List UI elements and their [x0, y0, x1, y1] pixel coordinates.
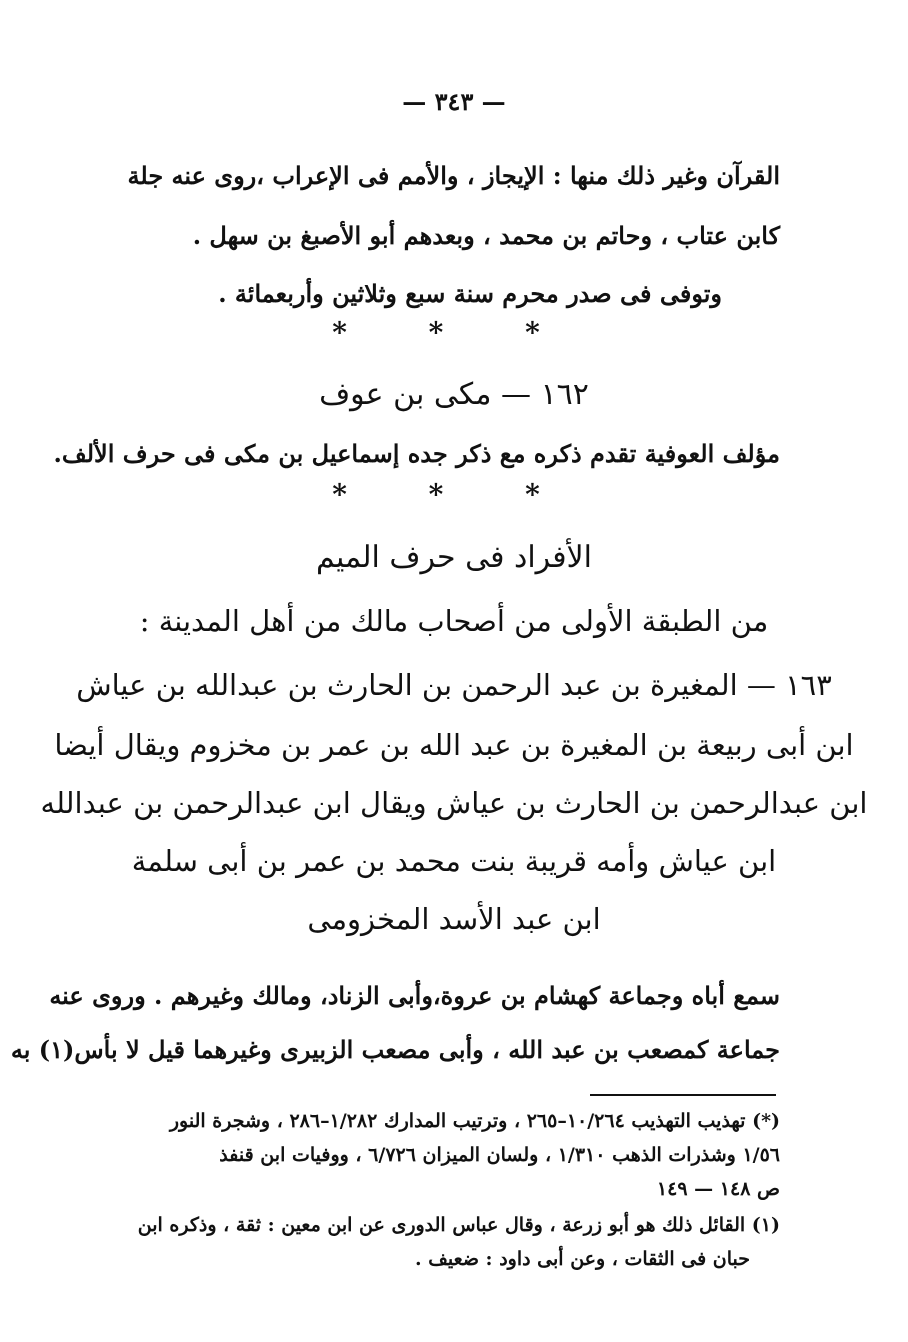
- text-line: القرآن وغير ذلك منها : الإيجاز ، والأمم فى الإعراب ،روى عنه جلة: [127, 161, 780, 190]
- footnote-line: حبان فى الثقات ، وعن أبى داود : ضعيف .: [415, 1248, 750, 1270]
- footnote-line: ١/٥٦ وشذرات الذهب ١/٣١٠ ، ولسان الميزان ٦/٧٢٦ ، ووفيات ابن قنفذ: [219, 1144, 780, 1166]
- entry-heading: ١٦٢ — مكى بن عوف: [319, 377, 589, 412]
- text-line: ابن عياش وأمه قريبة بنت محمد بن عمر بن أبى سلمة: [131, 844, 777, 878]
- text-line: كابن عتاب ، وحاتم بن محمد ، وبعدهم أبو الأصبغ بن سهل .: [192, 221, 780, 250]
- text-line: جماعة كمصعب بن عبد الله ، وأبى مصعب الزبيرى وغيرهما قيل لا بأس(١) به: [10, 1035, 780, 1064]
- page-number: — ٣٤٣ —: [402, 87, 506, 116]
- text-line: سمع أباه وجماعة كهشام بن عروة،وأبى الزناد، ومالك وغيرهم . وروى عنه: [49, 981, 780, 1010]
- footnote-line: (١) القائل ذلك هو أبو زرعة ، وقال عباس الدورى عن ابن معين : ثقة ، وذكره ابن: [137, 1214, 780, 1236]
- footnote-divider: [590, 1094, 776, 1096]
- text-line: ابن عبد الأسد المخزومى: [307, 902, 601, 936]
- section-subtitle: من الطبقة الأولى من أصحاب مالك من أهل المدينة :: [139, 604, 769, 638]
- entry-heading: ١٦٣ — المغيرة بن عبد الرحمن بن الحارث بن عبدالله بن عياش: [76, 668, 832, 702]
- text-line: مؤلف العوفية تقدم ذكره مع ذكر جده إسماعيل بن مكى فى حرف الألف.: [53, 439, 780, 468]
- text-line: وتوفى فى صدر محرم سنة سبع وثلاثين وأربعمائة .: [218, 279, 722, 308]
- text-line: ابن عبدالرحمن بن الحارث بن عياش ويقال ابن عبدالرحمن بن عبدالله: [40, 786, 868, 820]
- footnote-line: ص ١٤٨ — ١٤٩: [656, 1178, 780, 1200]
- text-line: ابن أبى ربيعة بن المغيرة بن عبد الله بن عمر بن مخزوم ويقال أيضا: [54, 728, 854, 762]
- separator-stars: * * *: [332, 478, 576, 511]
- section-title: الأفراد فى حرف الميم: [315, 540, 593, 575]
- footnote-line: (*) تهذيب التهذيب ١٠/٢٦٤–٢٦٥ ، وترتيب المدارك ١/٢٨٢–٢٨٦ ، وشجرة النور: [169, 1110, 780, 1132]
- separator-stars: * * *: [332, 316, 576, 349]
